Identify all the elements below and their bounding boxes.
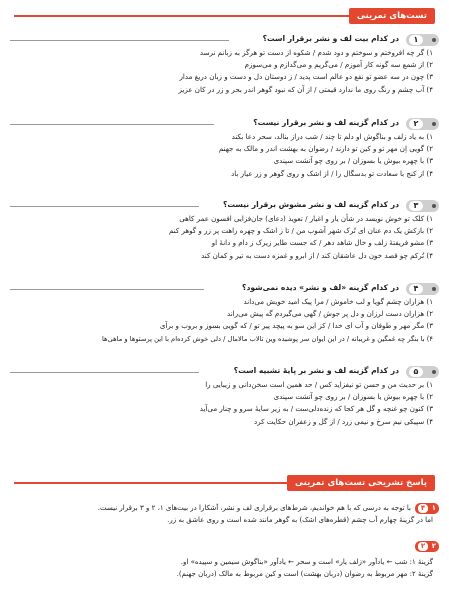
option-4[interactable]: ۴) از کنج با سعادت تو بدسگال را / از اشک و روی گوهر و زر عیار باد bbox=[231, 168, 433, 178]
answer-line: گزینهٔ ۱: شب ← یادآور «زلف یار» است و سحر ← یادآور «بناگوش سیمین و سپیده» او. bbox=[180, 558, 433, 566]
option-4[interactable]: ۴) با بنگر چه غمگین و غریبانه / در این ایوان سر پوشیده وین تالاب مالامال / دلی خوش کرده‌ام با این پرستوها و ماهی‌ها bbox=[102, 334, 433, 343]
divider bbox=[10, 289, 204, 290]
answer-line bbox=[10, 540, 439, 552]
question-3 bbox=[10, 199, 439, 262]
answer-line: ۱ ۴ با توجه به درسی که با هم خواندیم، شرط‌های برقراری لف و نشر، آشکارا در بیت‌های ۱، ۲ و ۳ برقرار نیست. bbox=[10, 502, 439, 514]
answer-1 bbox=[10, 502, 439, 526]
question-number-badge: ۲ bbox=[406, 118, 439, 130]
option-2[interactable]: ۲) با چهره بیوش یا بسوزان / بر روی چو آتشت سپندی bbox=[273, 392, 433, 402]
question-4 bbox=[10, 282, 439, 345]
option-2[interactable]: ۲) گویی اِن مهر تو و کین تو دارند / رضوان به بهشت اندر و مالک به جهنم bbox=[218, 144, 433, 154]
question-header bbox=[10, 117, 439, 131]
answer-badge: ۱ ۴ bbox=[415, 503, 439, 514]
divider bbox=[10, 40, 229, 41]
option-4[interactable]: ۴) سپیکی نیم سرخ و نیمی زرد / از گل و زعفران حکایت کرد bbox=[254, 416, 433, 426]
question-header bbox=[10, 365, 439, 379]
option-3[interactable]: ۳) کنون چو غنچه و گل هر کجا که زنده‌دلی‌ست / به زیر سایهٔ سرو و چنار می‌آید bbox=[199, 404, 433, 414]
question-number-badge: ۵ bbox=[406, 366, 439, 378]
option-2[interactable]: ۲) از شمع سه گونه کار آموزم / می‌گریم و می‌گدازم و می‌سوزم bbox=[244, 60, 433, 70]
question-number-badge: ۱ bbox=[406, 34, 439, 46]
question-stem: در کدام گزینه «لف و نشر» دیده نمی‌شود؟ bbox=[242, 283, 399, 292]
answers-header bbox=[0, 473, 449, 493]
section-divider bbox=[14, 15, 389, 17]
option-3[interactable]: ۳) چون در سه عضو تو نفع دو عالم است پدید / ز دوستان دل و دست و زبان دریغ مدار bbox=[179, 72, 433, 82]
option-3[interactable]: ۳) مگر مهر و طوفان و آب ای خدا / کز این سو به پیچد پیر تو / که گویی بسوز و بروب و برآی bbox=[159, 321, 433, 331]
question-number-badge: ۳ bbox=[406, 200, 439, 212]
option-1[interactable]: ۱) هزاران چشم گویا و لب خاموش / مرا پیک امید خویش می‌داند bbox=[243, 297, 433, 306]
question-header bbox=[10, 282, 439, 296]
question-5 bbox=[10, 365, 439, 428]
question-stem: در کدام گزینه لف و نشر مشوش برقرار نیست؟ bbox=[222, 200, 399, 209]
section-header bbox=[0, 6, 449, 26]
option-1[interactable]: ۱) بر حدیث من و حسن تو نیفزاید کس / حد همین است سخن‌دانی و زیبایی را bbox=[205, 380, 433, 389]
question-number-badge: ۴ bbox=[406, 283, 439, 295]
answer-line: گزینهٔ ۲: مهر مربوط به رضوان (دربان بهشت) است و کین مربوط به مالک (دربان جهنم). bbox=[176, 570, 433, 578]
divider bbox=[10, 206, 199, 207]
answer-line: اما در گزینهٔ چهارم آب چشم (قطره‌های اشک) به گوهر مانند شده است و روی عاشق به زر. bbox=[167, 516, 433, 524]
question-stem: در کدام بیت لف و نشر برقرار است؟ bbox=[262, 34, 399, 43]
question-header bbox=[10, 33, 439, 47]
option-1[interactable]: ۱) گر چه افروختم و سوختم و دود شدم / شکوه از دست تو هرگز به زبانم نرسد bbox=[199, 48, 433, 57]
answer-badge: ۲ ۲ bbox=[415, 541, 439, 552]
divider bbox=[10, 124, 214, 125]
question-header bbox=[10, 199, 439, 213]
question-1 bbox=[10, 33, 439, 96]
option-4[interactable]: ۴) آب چشم و رنگ روی ما ندارد قیمتی / از آن که نبود گوهر اندر بحر و زر در کان عزیز bbox=[178, 84, 433, 94]
question-stem: در کدام گزینه لف و نشر بر پایهٔ تشبیه است؟ bbox=[233, 366, 399, 375]
divider bbox=[10, 372, 199, 373]
option-1[interactable]: ۱) کلک تو خوش نویسد در شأن یار و اغیار / تعویذ (دعای) جان‌فزایی افسون عمر کاهی bbox=[179, 214, 433, 223]
answer-2 bbox=[10, 540, 439, 580]
question-stem: در کدام گزینه لف و نشر برقرار نیست؟ bbox=[253, 118, 399, 127]
option-4[interactable]: ۴) تُرکم چو قصد خون دل عاشقان کند / از ابرو و غمزه دست به تیر و کمان کند bbox=[201, 250, 433, 260]
option-3[interactable]: ۳) با چهره بیوش یا بسوزان / بر روی چو آتشت سپندی bbox=[273, 156, 433, 166]
option-2[interactable]: ۲) بازکش یک دم عنان ای تُرک شهر آشوب من / تا ز اشک و چهره راهت پر زر و گوهر کنم bbox=[168, 226, 433, 236]
option-1[interactable]: ۱) به یاد زلف و بناگوش او دلم تا چند / شب دراز بنالد، سحر دعا بکند bbox=[231, 132, 433, 141]
answers-title: پاسخ تشریحی تست‌های تمرینی bbox=[287, 475, 435, 491]
section-title: تست‌های تمرینی bbox=[349, 8, 435, 24]
question-2 bbox=[10, 117, 439, 180]
option-2[interactable]: ۲) هزاران دست لرزان و دل پر جوش / گهی می‌گیردم گه پیش می‌راند bbox=[226, 309, 433, 319]
option-3[interactable]: ۳) مشو فریفتهٔ زلف و خال شاهد دهر / که جست طایر زیرک ز دام و دانهٔ او bbox=[211, 238, 433, 248]
